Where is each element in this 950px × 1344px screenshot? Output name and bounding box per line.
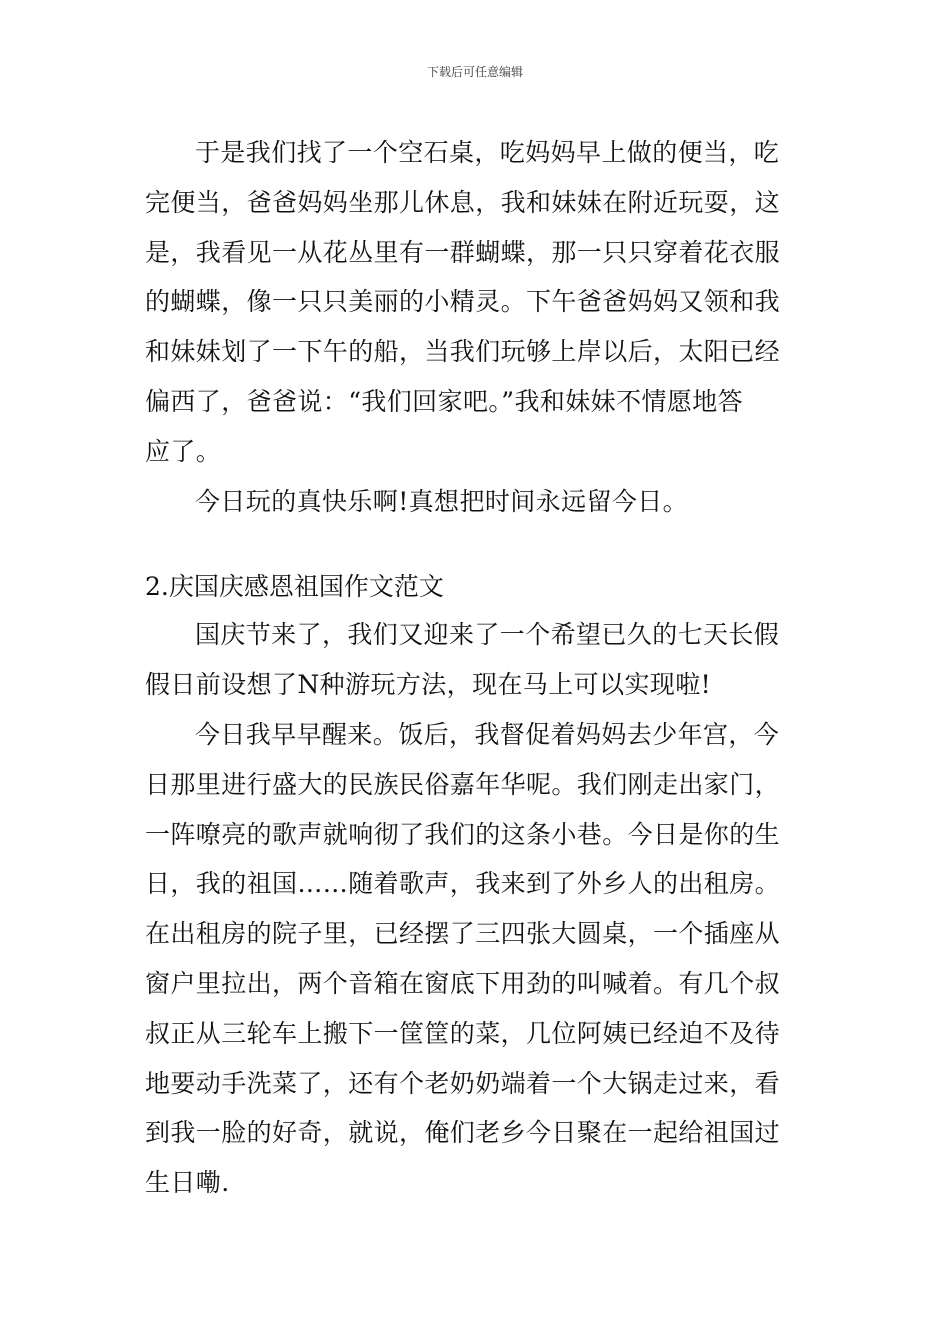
text-line: 日，我的祖国……随着歌声，我来到了外乡人的出租房。 [145,869,781,899]
paragraph-national-day [145,610,809,710]
text-line: 完便当，爸爸妈妈坐那儿休息，我和妹妹在附近玩耍，这 [145,187,781,217]
text-line: 是，我看见一从花丛里有一群蝴蝶，那一只只穿着花衣服 [145,237,781,267]
text-line: 于是我们找了一个空石桌，吃妈妈早上做的便当，吃 [195,138,780,167]
text-line: 假日前设想了N种游玩方法，现在马上可以实现啦! [145,670,712,700]
page-header: 下载后可任意编辑 [426,65,523,79]
text-line: 国庆节来了，我们又迎来了一个希望已久的七天长假 [195,620,780,650]
document-body [145,128,809,1208]
text-line: 偏西了，爸爸说：“我们回家吧。”我和妹妹不情愿地答 [145,386,744,416]
text-line: 生日嘞. [145,1168,230,1198]
text-line: 的蝴蝶，像一只只美丽的小精灵。下午爸爸妈妈又领和我 [145,287,781,317]
text-line: 到我一脸的好奇，就说，俺们老乡今日聚在一起给祖国过 [145,1118,781,1148]
text-line: 今日玩的真快乐啊!真想把时间永远留今日。 [195,486,689,516]
section-heading: 2.庆国庆感恩祖国作文范文 [145,572,444,602]
section-gap [145,526,809,564]
text-line: 应了。 [145,436,222,466]
text-line: 在出租房的院子里，已经摆了三四张大圆桌，一个插座从 [145,919,781,949]
text-line: 今日我早早醒来。饭后，我督促着妈妈去少年宫，今 [195,719,780,749]
text-line: 窗户里拉出，两个音箱在窗底下用劲的叫喊着。有几个叔 [145,968,781,998]
text-line: 和妹妹划了一下午的船，当我们玩够上岸以后，太阳已经 [145,337,781,367]
text-line: 一阵嘹亮的歌声就响彻了我们的这条小巷。今日是你的生 [145,819,781,849]
paragraph-picnic [145,128,809,477]
text-line: 叔正从三轮车上搬下一筐筐的菜，几位阿姨已经迫不及待 [145,1018,781,1048]
paragraph-happy-day [145,477,809,527]
text-line: 地要动手洗菜了，还有个老奶奶端着一个大锅走过来，看 [145,1068,781,1098]
paragraph-celebration [145,710,809,1208]
text-line: 日那里进行盛大的民族民俗嘉年华呢。我们刚走出家门， [145,769,781,799]
